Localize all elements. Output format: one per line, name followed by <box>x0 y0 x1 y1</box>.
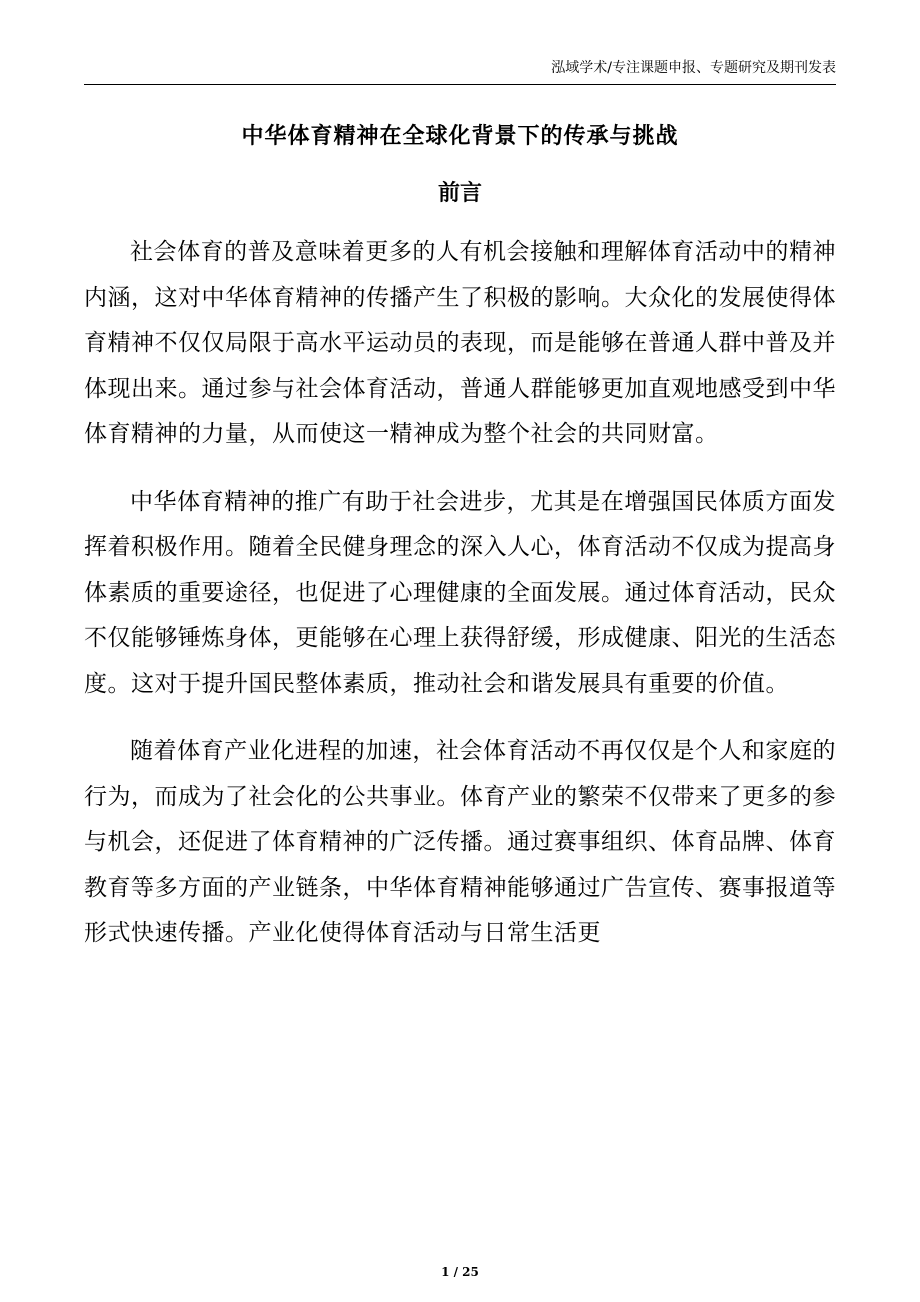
paragraph-3: 随着体育产业化进程的加速，社会体育活动不再仅仅是个人和家庭的行为，而成为了社会化的公共事业。体育产业的繁荣不仅带来了更多的参与机会，还促进了体育精神的广泛传播。通过赛事组织、体育品牌、体育教育等多方面的产业链条，中华体育精神能够通过广告宣传、赛事报道等形式快速传播。产业化使得体育活动与日常生活更 <box>84 738 836 946</box>
paragraph-2: 中华体育精神的推广有助于社会进步，尤其是在增强国民体质方面发挥着积极作用。随着全民健身理念的深入人心，体育活动不仅成为提高身体素质的重要途径，也促进了心理健康的全面发展。通过体育活动，民众不仅能够锤炼身体，更能够在心理上获得舒缓，形成健康、阳光的生活态度。这对于提升国民整体素质，推动社会和谐发展具有重要的价值。 <box>84 488 836 697</box>
body-text <box>84 230 836 979</box>
page-number: 1 / 25 <box>441 1265 479 1279</box>
paragraph-1: 社会体育的普及意味着更多的人有机会接触和理解体育活动中的精神内涵，这对中华体育精神的传播产生了积极的影响。大众化的发展使得体育精神不仅仅局限于高水平运动员的表现，而是能够在普通人群中普及并体现出来。通过参与社会体育活动，普通人群能够更加直观地感受到中华体育精神的力量，从而使这一精神成为整个社会的共同财富。 <box>84 239 836 447</box>
page-header: 泓域学术/专注课题申报、专题研究及期刊发表 <box>551 60 836 76</box>
section-heading: 前言 <box>437 181 482 206</box>
header-divider <box>84 84 836 85</box>
document-title: 中华体育精神在全球化背景下的传承与挑战 <box>241 124 679 149</box>
